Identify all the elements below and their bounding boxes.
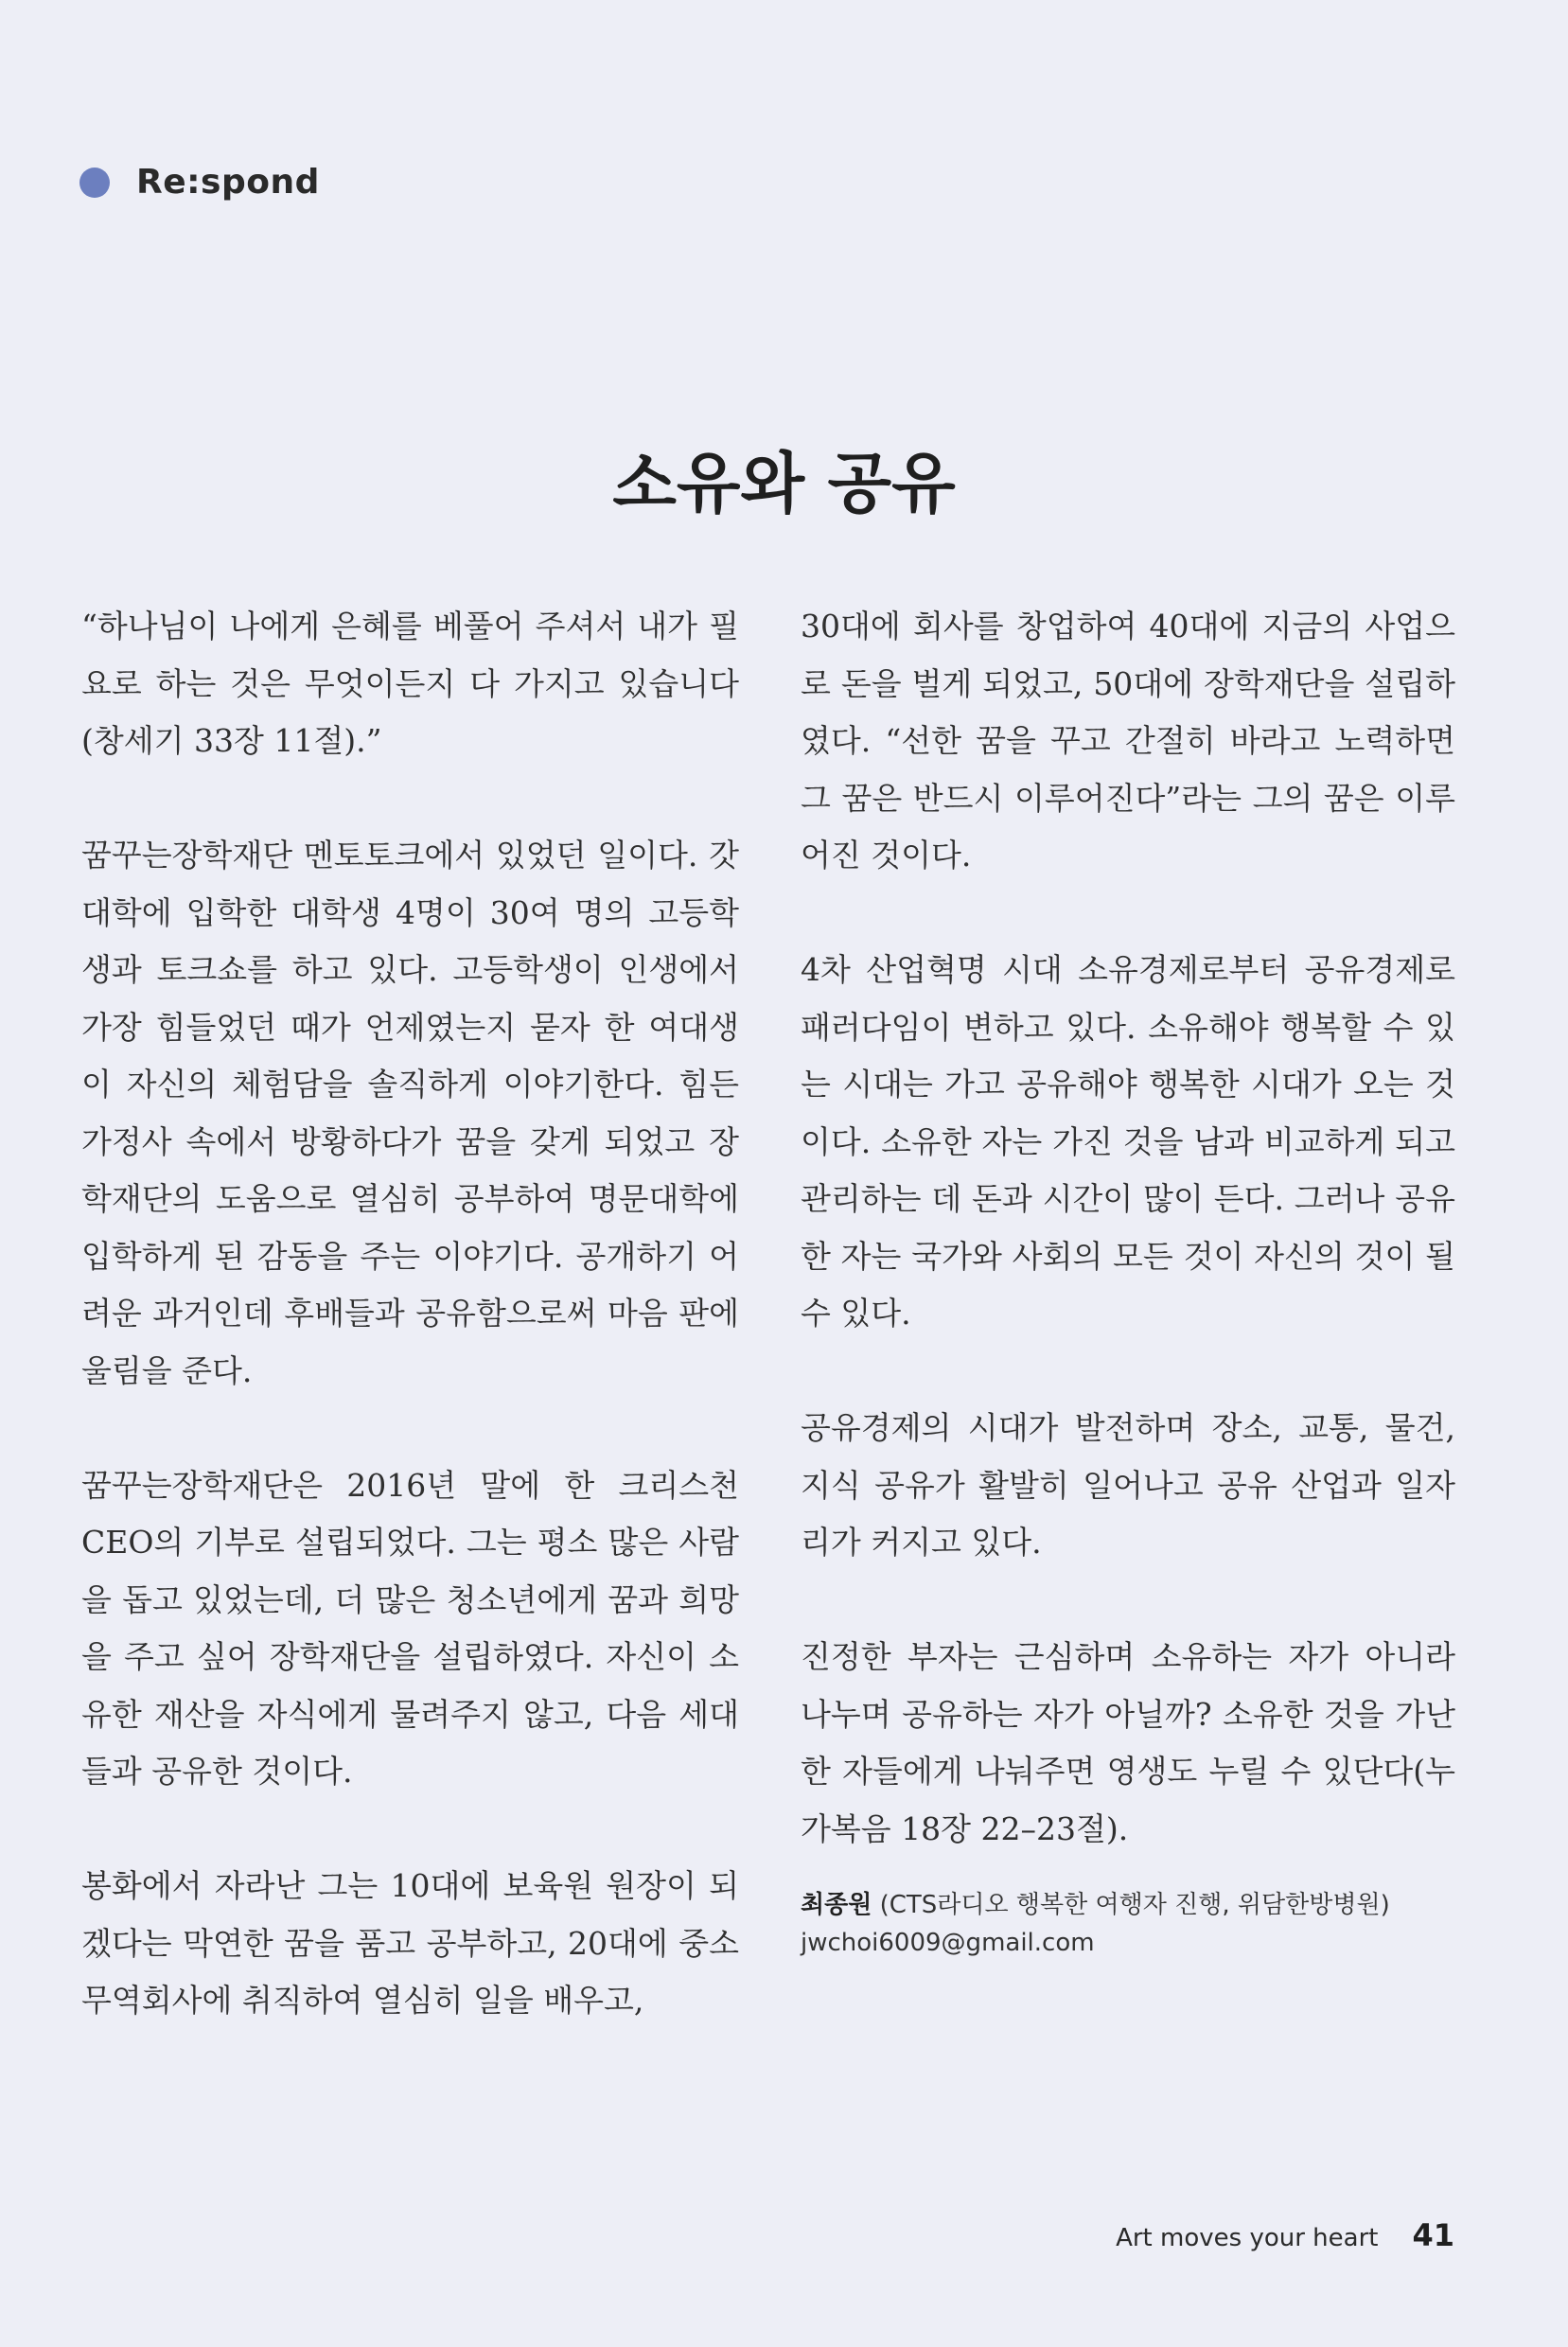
paragraph: 봉화에서 자라난 그는 10대에 보육원 원장이 되겠다는 막연한 꿈을 품고 공부하고, 20대에 중소 무역회사에 취직하여 열심히 일을 배우고, [81, 1867, 739, 2019]
section-tag [79, 163, 320, 202]
paragraph: 꿈꾸는장학재단은 2016년 말에 한 크리스천 CEO의 기부로 설립되었다. 그는 평소 많은 사람을 돕고 있었는데, 더 많은 청소년에게 꿈과 희망을 주고 싶어 장학재단을 설립하였다. 자신이 소유한 재산을 자식에게 물려주지 않고, 다음 세대들과 공유한 것이다. [81, 1466, 739, 1790]
author-credit [801, 1886, 1455, 1962]
section-dot-icon [79, 168, 110, 198]
left-column [81, 598, 739, 2087]
footer-tagline: Art moves your heart [1116, 2224, 1379, 2252]
paragraph: “하나님이 나에게 은혜를 베풀어 주셔서 내가 필요로 하는 것은 무엇이든지 다 가지고 있습니다(창세기 33장 11절).” [81, 608, 739, 759]
page-footer [1116, 2217, 1454, 2253]
paragraph: 4차 산업혁명 시대 소유경제로부터 공유경제로 패러다임이 변하고 있다. 소유해야 행복할 수 있는 시대는 가고 공유해야 행복한 시대가 오는 것이다. 소유한 자는 가진 것을 남과 비교하게 되고 관리하는 데 돈과 시간이 많이 든다. 그러나 공유한 자는 국가와 사회의 모든 것이 자신의 것이 될 수 있다. [801, 951, 1455, 1332]
section-label: Re:spond [136, 163, 320, 202]
paragraph: 공유경제의 시대가 발전하며 장소, 교통, 물건, 지식 공유가 활발히 일어나고 공유 산업과 일자리가 커지고 있다. [801, 1409, 1455, 1561]
author-name: 최종원 [801, 1891, 872, 1919]
paragraph: 30대에 회사를 창업하여 40대에 지금의 사업으로 돈을 벌게 되었고, 50대에 장학재단을 설립하였다. “선한 꿈을 꾸고 간절히 바라고 노력하면 그 꿈은 반드시 이루어진다”라는 그의 꿈은 이루어진 것이다. [801, 608, 1455, 874]
author-email: jwchoi6009@gmail.com [801, 1929, 1095, 1957]
article-title: 소유와 공유 [612, 445, 956, 522]
paragraph: 진정한 부자는 근심하며 소유하는 자가 아니라 나누며 공유하는 자가 아닐까? 소유한 것을 가난한 자들에게 나눠주면 영생도 누릴 수 있단다(누가복음 18장 22–23절). [801, 1638, 1455, 1847]
right-column [801, 598, 1455, 1962]
page-number: 41 [1412, 2217, 1454, 2253]
author-affiliation: (CTS라디오 행복한 여행자 진행, 위담한방병원) [879, 1891, 1390, 1919]
paragraph: 꿈꾸는장학재단 멘토토크에서 있었던 일이다. 갓 대학에 입학한 대학생 4명이 30여 명의 고등학생과 토크쇼를 하고 있다. 고등학생이 인생에서 가장 힘들었던 때가 언제였는지 묻자 한 여대생이 자신의 체험담을 솔직하게 이야기한다. 힘든 가정사 속에서 방황하다가 꿈을 갖게 되었고 장학재단의 도움으로 열심히 공부하여 명문대학에 입학하게 된 감동을 주는 이야기다. 공개하기 어려운 과거인데 후배들과 공유함으로써 마음 판에 울림을 준다. [81, 837, 739, 1389]
